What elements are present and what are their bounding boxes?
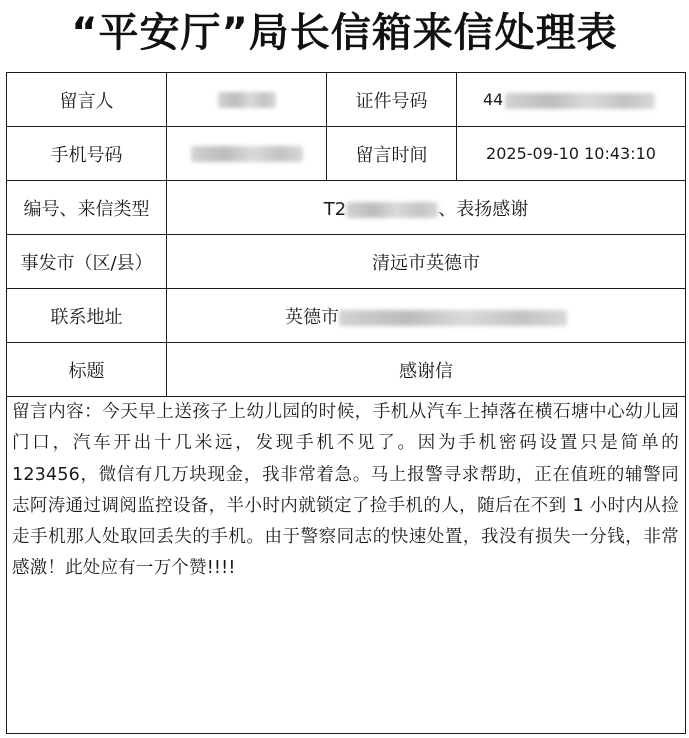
row-content: [7, 397, 686, 734]
letter-form-table: [6, 72, 686, 734]
city-value: 清远市英德市: [167, 235, 686, 289]
message-content: 留言内容：今天早上送孩子上幼儿园的时候，手机从汽车上掉落在横石塘中心幼儿园门口，汽车开出十几米远，发现手机不见了。因为手机密码设置只是简单的123456，微信有几万块现金，我非常着急。马上报警寻求帮助，正在值班的辅警同志阿涛通过调阅监控设备，半小时内就锁定了捡手机的人，随后在不到 1 小时内从捡走手机那人处取回丢失的手机。由于警察同志的快速处置，我没有损失一分钱，非常感激！此处应有一万个赞!!!!: [12, 402, 679, 579]
id-value: 44: [457, 73, 686, 127]
row-phone-time: [7, 127, 686, 181]
subject-label: 标题: [7, 343, 167, 397]
code-label: 编号、来信类型: [7, 181, 167, 235]
phone-value: [167, 127, 327, 181]
content-cell: [7, 397, 686, 734]
code-type-value: T2 、表扬感谢: [167, 181, 686, 235]
redacted-address: [339, 310, 567, 326]
city-label: 事发市（区/县）: [7, 235, 167, 289]
redacted-author: [218, 92, 276, 108]
row-subject: [7, 343, 686, 397]
address-value: 英德市: [167, 289, 686, 343]
author-value: [167, 73, 327, 127]
row-city: [7, 235, 686, 289]
id-label: 证件号码: [327, 73, 457, 127]
document-title: “平安厅”局长信箱来信处理表: [71, 10, 618, 56]
redacted-phone: [191, 146, 303, 162]
row-author-id: [7, 73, 686, 127]
time-label: 留言时间: [327, 127, 457, 181]
author-label: 留言人: [7, 73, 167, 127]
row-code-type: [7, 181, 686, 235]
row-address: [7, 289, 686, 343]
address-label: 联系地址: [7, 289, 167, 343]
redacted-id-number: [505, 93, 655, 109]
redacted-code: [346, 202, 438, 218]
time-value: 2025-09-10 10:43:10: [457, 127, 686, 181]
subject-value: 感谢信: [167, 343, 686, 397]
phone-label: 手机号码: [7, 127, 167, 181]
